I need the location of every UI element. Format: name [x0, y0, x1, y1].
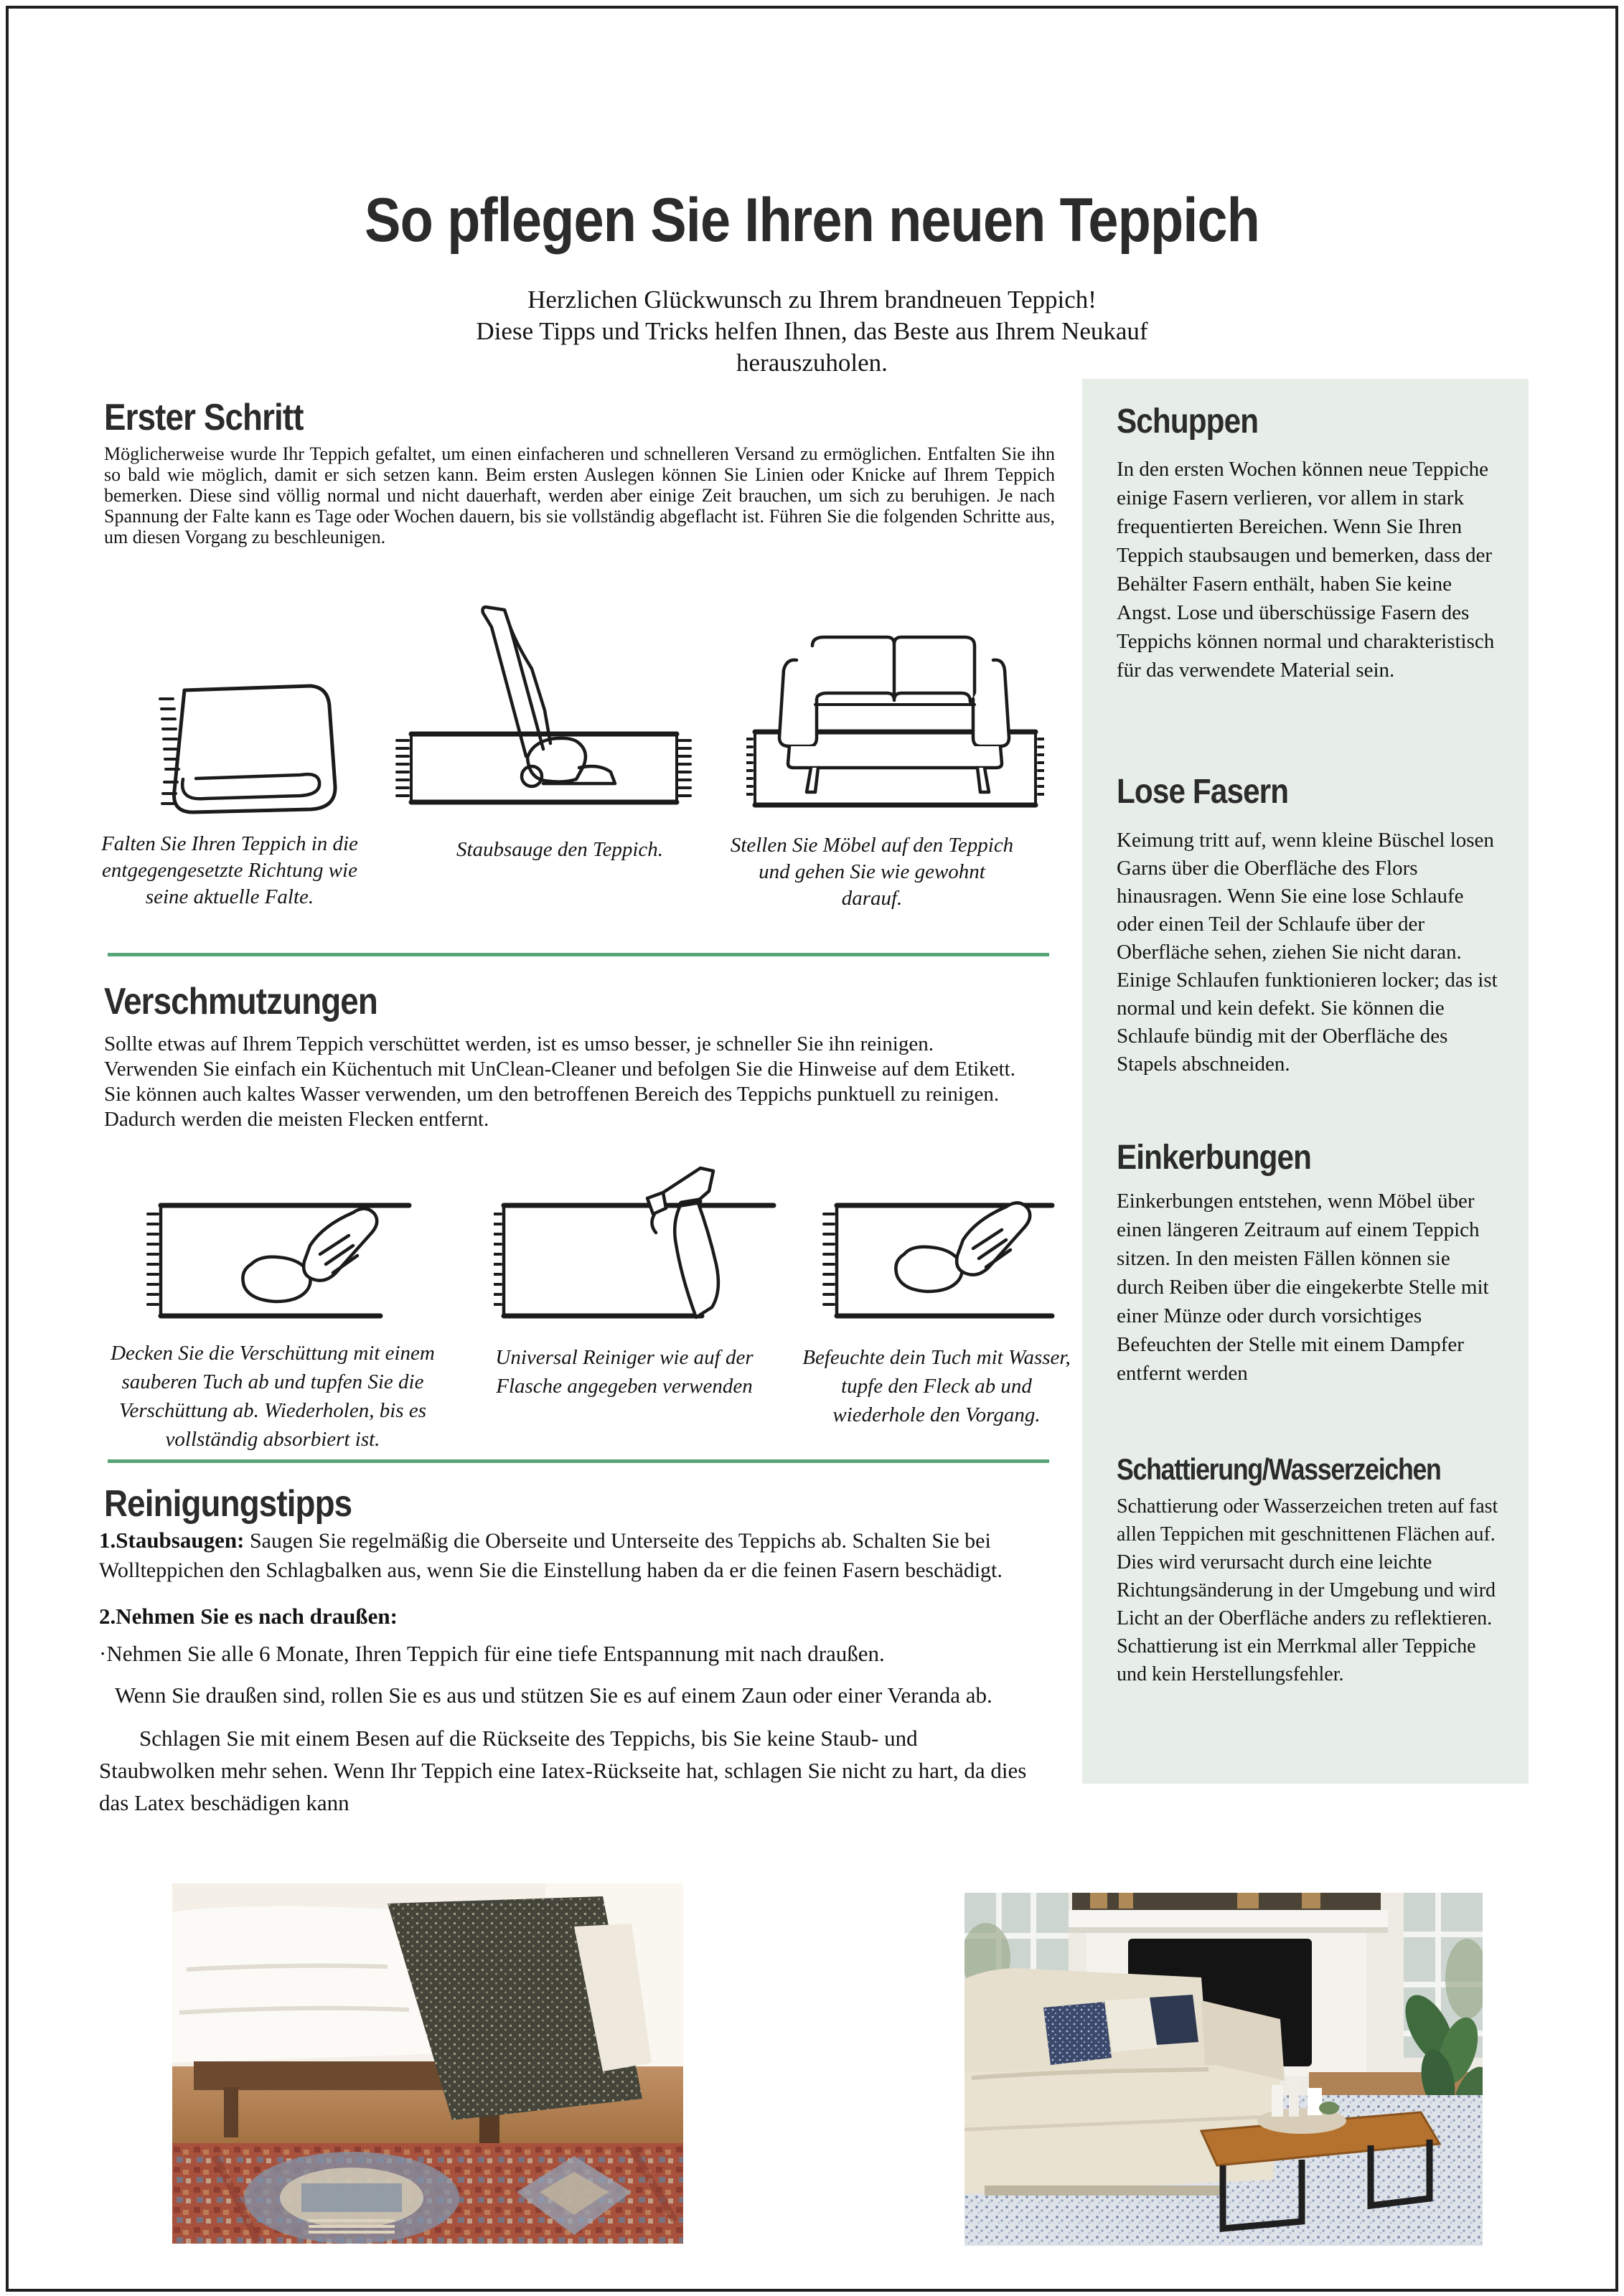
folded-rug-illustration [140, 682, 341, 814]
vacuum-on-rug-illustration [391, 603, 696, 807]
spray-bottle-illustration [494, 1164, 777, 1322]
sidebar-heading-lose-fasern: Lose Fasern [1117, 773, 1289, 811]
section-heading-erster-schritt: Erster Schritt [104, 397, 304, 438]
tip-2-para-1: ·Nehmen Sie alle 6 Monate, Ihren Teppich für eine tiefe Entspannung mit nach draußen. [99, 1641, 885, 1666]
bed-with-oriental-rug-photo [172, 1883, 683, 2244]
subtitle-line-3: herauszuholen. [736, 349, 888, 377]
wet-cloth-dab-illustration [818, 1185, 1055, 1322]
page-title [0, 188, 1624, 253]
green-separator-1 [108, 953, 1049, 956]
green-separator-2 [108, 1459, 1049, 1463]
cloth-dab-illustration [144, 1185, 413, 1322]
sidebar-body-schattierung: Schattierung oder Wasserzeichen treten auf fast allen Teppichen mit geschnittenen Flächen auf. Dies wird verursacht durch eine leichte Richtungsänderung in der Umgebung und wird Licht an der Oberfläche anders zu reflektieren. Schattierung ist ein Merrkmal aller Teppiche und kein Herstellungsfehler. [1117, 1495, 1498, 1685]
subtitle-line-1: Herzlichen Glückwunsch zu Ihrem brandneuen Teppich! [527, 286, 1097, 314]
tip-1-label: Staubsaugen: [116, 1528, 245, 1553]
tip-1-number: 1. [99, 1528, 116, 1553]
tip-2-number: 2. [99, 1604, 116, 1629]
spill-caption-3: Befeuchte dein Tuch mit Wasser, tupfe den Fleck ab und wiederhole den Vorgang. [802, 1346, 1071, 1426]
tip-2-para-3: Schlagen Sie mit einem Besen auf die Rückseite des Teppichs, bis Sie keine Staub- und Staubwolken mehr sehen. Wenn Ihr Teppich eine Iatex-Rückseite hat, schlagen Sie nicht zu hart, da dies das Latex beschädigen kann [99, 1726, 1027, 1815]
living-room-with-blue-rug-photo [964, 1893, 1483, 2246]
tip-1 [99, 1525, 1082, 1585]
sidebar-body-einkerbungen: Einkerbungen entstehen, wenn Möbel über einen längeren Zeitraum auf einem Teppich sitzen. In den meisten Fällen können sie durch Reiben über die eingekerbte Stelle mit einer Münze oder durch vorsichtiges Befeuchten der Stelle mit einem Dampfer entfernt werden [1117, 1190, 1489, 1385]
sidebar-heading-schattierung: Schattierung/Wasserzeichen [1117, 1452, 1441, 1486]
spill-caption-1: Decken Sie die Verschüttung mit einem sauberen Tuch ab und tupfen Sie die Verschüttung ab. Wiederholen, bis es vollständig absorbiert ist. [111, 1342, 435, 1451]
page-title-text: So pflegen Sie Ihren neuen Teppich [364, 186, 1259, 255]
tip-1-text: Saugen Sie regelmäßig die Oberseite und Unterseite des Teppichs ab. Schalten Sie bei Wollteppichen den Schlagbalken aus, wenn Sie die Einstellung haben da er die feinen Fasern beschädigt. [99, 1529, 1003, 1582]
tip-2-para-2: Wenn Sie draußen sind, rollen Sie es aus und stützen Sie es auf einem Zaun oder einer Veranda ab. [115, 1683, 992, 1708]
step-caption-2: Staubsauge den Teppich. [456, 838, 664, 861]
erster-schritt-body: Möglicherweise wurde Ihr Teppich gefaltet, um einen einfacheren und schnelleren Versand zu ermöglichen. Entfalten Sie ihn so bald wie möglich, damit er sich setzen kann. Beim ersten Auslegen können Sie Linien oder Knicke auf Ihrem Teppich bemerken. Diese sind völlig normal und nicht dauerhaft, werden aber einige Zeit brauchen, um sich zu beruhigen. Je nach Spannung der Falte kann es Tage oder Wochen dauern, bis sie vollständig abgeflacht ist. Führen Sie die folgenden Schritte aus, um diesen Vorgang zu beschleunigen. [104, 443, 1055, 547]
sofa-on-rug-illustration [746, 630, 1044, 809]
subtitle-line-2: Diese Tipps und Tricks helfen Ihnen, das Beste aus Ihrem Neukauf [476, 317, 1148, 345]
sidebar-heading-schuppen: Schuppen [1117, 403, 1259, 441]
reinigungstipps-list [99, 1525, 1082, 1819]
sidebar-body-lose-fasern: Keimung tritt auf, wenn kleine Büschel losen Garns über die Oberfläche des Flors hinausragen. Wenn Sie eine lose Schlaufe oder einen Teil der Schlaufe über der Oberfläche sehen, ziehen Sie nicht daran. Einige Schlaufen funktionieren locker; das ist normal und kein defekt. Sie können die Schlaufe bündig mit der Oberfläche des Stapels abschneiden. [1117, 829, 1498, 1076]
verschmutzungen-body: Sollte etwas auf Ihrem Teppich verschüttet werden, ist es umso besser, je schneller Sie ihn reinigen. Verwenden Sie einfach ein Küchentuch mit UnClean-Cleaner und befolgen Sie die Hinweise auf dem Etikett. Sie können auch kaltes Wasser verwenden, um den betroffenen Bereich des Teppichs punktuell zu reinigen. Dadurch werden die meisten Flecken entfernt. [104, 1032, 1015, 1131]
spill-caption-2: Universal Reiniger wie auf der Flasche angegeben verwenden [495, 1346, 754, 1398]
section-heading-verschmutzungen: Verschmutzungen [104, 981, 377, 1022]
section-heading-reinigungstipps: Reinigungstipps [104, 1483, 352, 1525]
sidebar-body-schuppen: In den ersten Wochen können neue Teppiche einige Fasern verlieren, vor allem in stark frequentierten Bereichen. Wenn Sie Ihren Teppich staubsaugen und bemerken, dass der Behälter Fasern enthält, haben Sie keine Angst. Lose und überschüssige Fasern des Teppichs können normal und charakteristisch für das verwendete Material sein. [1117, 458, 1495, 682]
sidebar-heading-einkerbungen: Einkerbungen [1117, 1139, 1312, 1177]
tip-2-heading [99, 1601, 1082, 1632]
step-caption-3: Stellen Sie Möbel auf den Teppich und gehen Sie wie gewohnt darauf. [730, 834, 1014, 910]
tip-2-label: Nehmen Sie es nach draußen: [116, 1604, 398, 1629]
sidebar-panel [1082, 379, 1529, 1784]
page-subtitle [0, 284, 1624, 379]
step-caption-1: Falten Sie Ihren Teppich in die entgegengesetzte Richtung wie seine aktuelle Falte. [101, 832, 358, 908]
